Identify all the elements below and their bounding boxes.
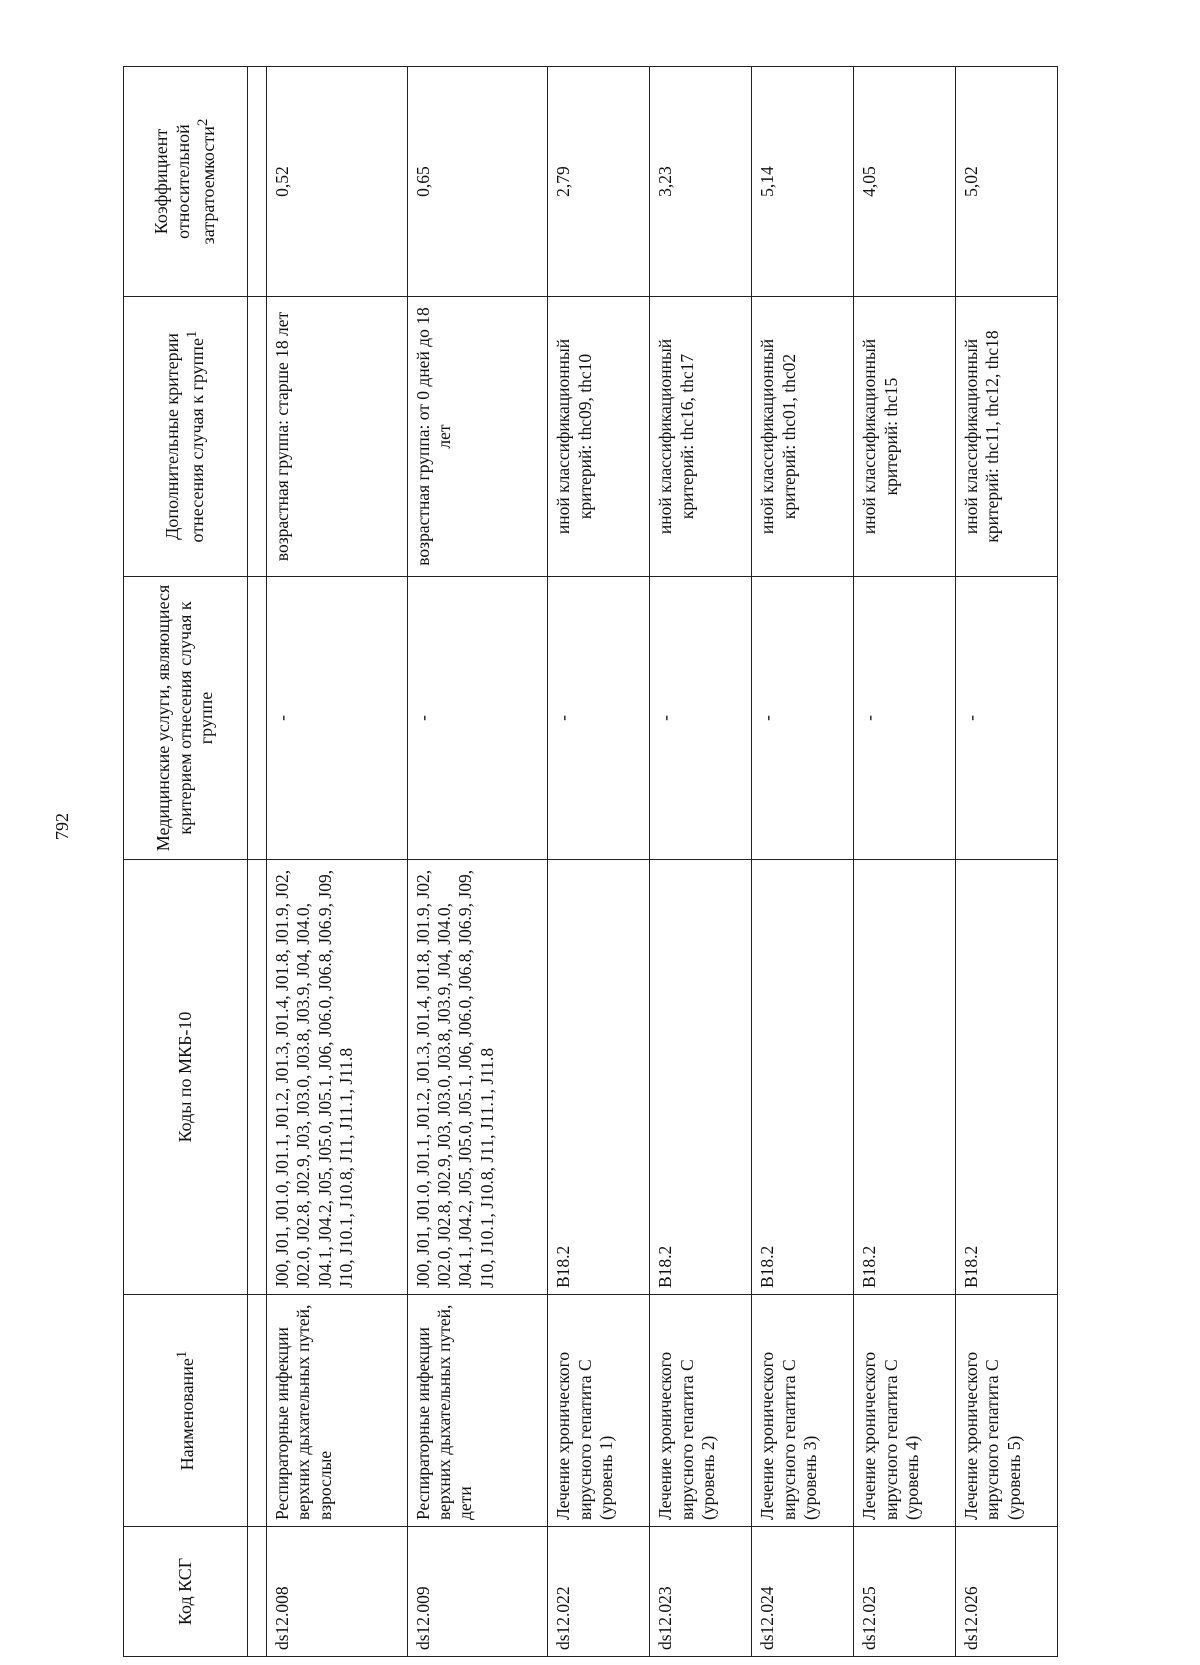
header-code: Код КСГ [124, 1527, 248, 1657]
cell-mkb: B18.2 [548, 860, 650, 1295]
cell-coef: 3,23 [650, 67, 752, 297]
spacer-row [247, 67, 266, 1657]
cell-services: - [650, 577, 752, 860]
cell-name: Лечение хронического вирусного гепатита С (уровень 4) [854, 1295, 956, 1527]
cell-name: Респираторные инфекции верхних дыхательных путей, взрослые [266, 1295, 407, 1527]
ksg-table [123, 66, 1058, 1657]
cell-services: - [956, 577, 1058, 860]
cell-name: Лечение хронического вирусного гепатита С (уровень 5) [956, 1295, 1058, 1527]
cell-criteria: возрастная группа: старше 18 лет [266, 297, 407, 577]
table-row [266, 67, 407, 1657]
cell-name: Лечение хронического вирусного гепатита С (уровень 2) [650, 1295, 752, 1527]
cell-criteria: возрастная группа: от 0 дней до 18 лет [407, 297, 548, 577]
page-number: 792 [52, 813, 72, 840]
cell-code: ds12.022 [548, 1527, 650, 1657]
header-coef: Коэффициент относительной затратоемкости$^2$ [124, 67, 248, 297]
table-row [407, 67, 548, 1657]
table-row [752, 67, 854, 1657]
cell-mkb: B18.2 [650, 860, 752, 1295]
table-row [650, 67, 752, 1657]
header-name: Наименование$^1$ [124, 1295, 248, 1527]
cell-name: Лечение хронического вирусного гепатита С (уровень 3) [752, 1295, 854, 1527]
cell-criteria: иной классификационный критерий: thc01, thc02 [752, 297, 854, 577]
cell-mkb: J00, J01, J01.0, J01.1, J01.2, J01.3, J01.4, J01.8, J01.9, J02, J02.0, J02.8, J02.9, J03, J03.0, J03.8, J03.9, J04, J04.0, J04.1, J04.2, J05, J05.0, J05.1, J06, J06.0, J06.8, J06.9, J09, J10, J10.1, J10.8, J11, J11.1, J11.8 [266, 860, 407, 1295]
cell-coef: 5,02 [956, 67, 1058, 297]
cell-services: - [266, 577, 407, 860]
cell-code: ds12.024 [752, 1527, 854, 1657]
header-mkb: Коды по МКБ-10 [124, 860, 248, 1295]
cell-mkb: J00, J01, J01.0, J01.1, J01.2, J01.3, J01.4, J01.8, J01.9, J02, J02.0, J02.8, J02.9, J03, J03.0, J03.8, J03.9, J04, J04.0, J04.1, J04.2, J05, J05.0, J05.1, J06, J06.0, J06.8, J06.9, J09, J10, J10.1, J10.8, J11, J11.1, J11.8 [407, 860, 548, 1295]
cell-coef: 4,05 [854, 67, 956, 297]
cell-services: - [407, 577, 548, 860]
cell-coef: 0,65 [407, 67, 548, 297]
cell-criteria: иной классификационный критерий: thc11, thc12, thc18 [956, 297, 1058, 577]
cell-code: ds12.025 [854, 1527, 956, 1657]
cell-code: ds12.023 [650, 1527, 752, 1657]
cell-code: ds12.008 [266, 1527, 407, 1657]
table-row [854, 67, 956, 1657]
cell-mkb: B18.2 [752, 860, 854, 1295]
table-header-row [124, 67, 248, 1657]
header-services: Медицинские услуги, являющиеся критерием отнесения случая к группе [124, 577, 248, 860]
table-row [956, 67, 1058, 1657]
cell-criteria: иной классификационный критерий: thc15 [854, 297, 956, 577]
header-criteria: Дополнительные критерии отнесения случая к группе$^1$ [124, 297, 248, 577]
rotated-table-container [123, 67, 1058, 1657]
cell-code: ds12.009 [407, 1527, 548, 1657]
cell-services: - [854, 577, 956, 860]
cell-code: ds12.026 [956, 1527, 1058, 1657]
table-row [548, 67, 650, 1657]
cell-services: - [548, 577, 650, 860]
cell-coef: 2,79 [548, 67, 650, 297]
cell-services: - [752, 577, 854, 860]
cell-coef: 0,52 [266, 67, 407, 297]
cell-name: Лечение хронического вирусного гепатита С (уровень 1) [548, 1295, 650, 1527]
cell-coef: 5,14 [752, 67, 854, 297]
cell-criteria: иной классификационный критерий: thc16, thc17 [650, 297, 752, 577]
cell-name: Респираторные инфекции верхних дыхательных путей, дети [407, 1295, 548, 1527]
cell-mkb: B18.2 [956, 860, 1058, 1295]
cell-criteria: иной классификационный критерий: thc09, thc10 [548, 297, 650, 577]
cell-mkb: B18.2 [854, 860, 956, 1295]
